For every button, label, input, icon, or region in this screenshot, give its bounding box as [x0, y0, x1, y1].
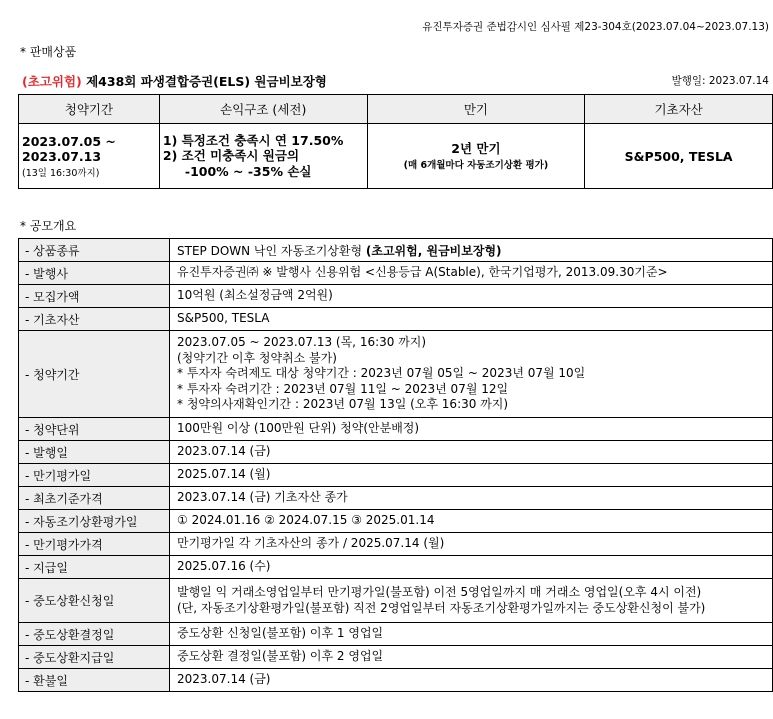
summary-underlying-cell: S&P500, TESLA [585, 124, 773, 189]
overview-value [170, 262, 773, 285]
value-emphasis: (초고위험, 원금비보장형) [365, 243, 502, 258]
overview-label: - 중도상환신청일 [19, 579, 170, 623]
value-line: (청약기간 이후 청약취소 불가) [177, 350, 337, 365]
overview-label: - 청약단위 [19, 418, 170, 441]
value-line: 2023.07.14 (금) [177, 672, 271, 687]
maturity: 2년 만기 [451, 141, 501, 157]
value-line: 유진투자증권㈜ ※ 발행사 신용위험 <신용등급 A(Stable), 한국기업평가, 2013.09.30기준> [177, 265, 668, 280]
overview-label: - 중도상환지급일 [19, 646, 170, 669]
overview-label: - 청약기간 [19, 331, 170, 418]
overview-value [170, 308, 773, 331]
header-underlying: 기초자산 [585, 95, 773, 124]
product-title [22, 72, 327, 90]
overview-label: - 발행일 [19, 441, 170, 464]
header-subscription-period: 청약기간 [19, 95, 160, 124]
payoff-line: 1) 특정조건 충족시 연 17.50% [162, 132, 344, 148]
value-line: * 투자자 숙려기간 : 2023년 07월 11일 ~ 2023년 07월 12일 [177, 381, 509, 396]
overview-row [19, 285, 773, 308]
value-line: 2023.07.14 (금) [177, 444, 271, 459]
header-maturity: 만기 [367, 95, 585, 124]
overview-label: - 환불일 [19, 669, 170, 692]
value-line: * 청약의사재확인기간 : 2023년 07월 13일 (오후 16:30 까지) [177, 397, 509, 412]
value-line: 10억원 (최소설정금액 2억원) [177, 288, 333, 303]
value-line: 발행일 익 거래소영업일부터 만기평가일(불포함) 이전 5영업일까지 매 거래소 영업일(오후 4시 이전) [177, 585, 702, 599]
overview-value [170, 464, 773, 487]
overview-row [19, 418, 773, 441]
overview-row [19, 331, 773, 418]
period-end: 2023.07.13 [22, 149, 102, 164]
section-title-overview: * 공모개요 [20, 219, 77, 233]
overview-row [19, 510, 773, 533]
overview-value [170, 285, 773, 308]
summary-body-row [19, 124, 773, 189]
value-line: 중도상환 신청일(불포함) 이후 1 영업일 [177, 626, 384, 641]
overview-value [170, 556, 773, 579]
overview-label: - 기초자산 [19, 308, 170, 331]
period-start: 2023.07.05 ~ [22, 133, 116, 149]
overview-label: - 만기평가가격 [19, 533, 170, 556]
payoff-line: 2) 조건 미충족시 원금의 [162, 148, 300, 164]
summary-table [18, 94, 773, 189]
overview-value [170, 331, 773, 418]
overview-value [170, 579, 773, 623]
value-line: 2025.07.16 (수) [177, 559, 271, 574]
overview-label: - 최초기준가격 [19, 487, 170, 510]
value-line: 2023.07.14 (금) 기초자산 종가 [177, 490, 348, 505]
overview-label: - 자동조기상환평가일 [19, 510, 170, 533]
overview-row [19, 464, 773, 487]
overview-value [170, 533, 773, 556]
overview-row [19, 646, 773, 669]
value-line: 2023.07.05 ~ 2023.07.13 (목, 16:30 까지) [177, 335, 427, 350]
product-name: 제438회 파생결합증권(ELS) 원금비보장형 [86, 74, 327, 89]
overview-label: - 만기평가일 [19, 464, 170, 487]
value-line: (단, 자동조기상환평가일(불포함) 직전 2영업일부터 자동조기상환평가일까지는 중도상환신청이 불가) [177, 600, 706, 615]
overview-label: - 지급일 [19, 556, 170, 579]
overview-row [19, 441, 773, 464]
overview-value [170, 646, 773, 669]
period-note: (13일 16:30까지) [22, 167, 100, 179]
overview-row [19, 239, 773, 262]
overview-row [19, 533, 773, 556]
risk-label: (초고위험) [22, 74, 82, 89]
value-line: 100만원 이상 (100만원 단위) 청약(안분배정) [177, 421, 420, 436]
overview-row [19, 623, 773, 646]
overview-value [170, 441, 773, 464]
summary-header-row [19, 95, 773, 124]
summary-period-cell [19, 124, 160, 189]
overview-row [19, 487, 773, 510]
value-line: ① 2024.01.16 ② 2024.07.15 ③ 2025.01.14 [177, 513, 435, 528]
summary-payoff-cell [159, 124, 367, 189]
overview-value [170, 510, 773, 533]
payoff-line: -100% ~ -35% 손실 [184, 163, 312, 179]
overview-value [170, 239, 773, 262]
value-text: STEP DOWN 낙인 자동조기상환형 [177, 243, 366, 258]
value-line: S&P500, TESLA [177, 311, 270, 326]
summary-maturity-cell [367, 124, 585, 189]
overview-label: - 발행사 [19, 262, 170, 285]
overview-row [19, 308, 773, 331]
overview-value [170, 418, 773, 441]
overview-row [19, 579, 773, 623]
overview-row [19, 556, 773, 579]
section-title-products: * 판매상품 [20, 45, 77, 59]
maturity-note: (매 6개월마다 자동조기상환 평가) [403, 159, 549, 171]
value-line: * 투자자 숙려제도 대상 청약기간 : 2023년 07월 05일 ~ 2023년 07월 10일 [177, 366, 586, 381]
value-line: 2025.07.14 (월) [177, 467, 271, 482]
value-line: 만기평가일 각 기초자산의 종가 / 2025.07.14 (월) [177, 536, 445, 551]
overview-value [170, 623, 773, 646]
header-payoff: 손익구조 (세전) [159, 95, 367, 124]
overview-row [19, 669, 773, 692]
overview-value [170, 669, 773, 692]
overview-row [19, 262, 773, 285]
value-line: 중도상환 결정일(불포함) 이후 2 영업일 [177, 649, 384, 664]
overview-table [18, 238, 773, 692]
issue-date: 발행일: 2023.07.14 [671, 75, 769, 87]
overview-value [170, 487, 773, 510]
overview-label: - 상품종류 [19, 239, 170, 262]
approval-notice: 유진투자증권 준법감시인 심사필 제23-304호(2023.07.04~2023.07.13) [422, 21, 769, 33]
overview-label: - 모집가액 [19, 285, 170, 308]
overview-label: - 중도상환결정일 [19, 623, 170, 646]
